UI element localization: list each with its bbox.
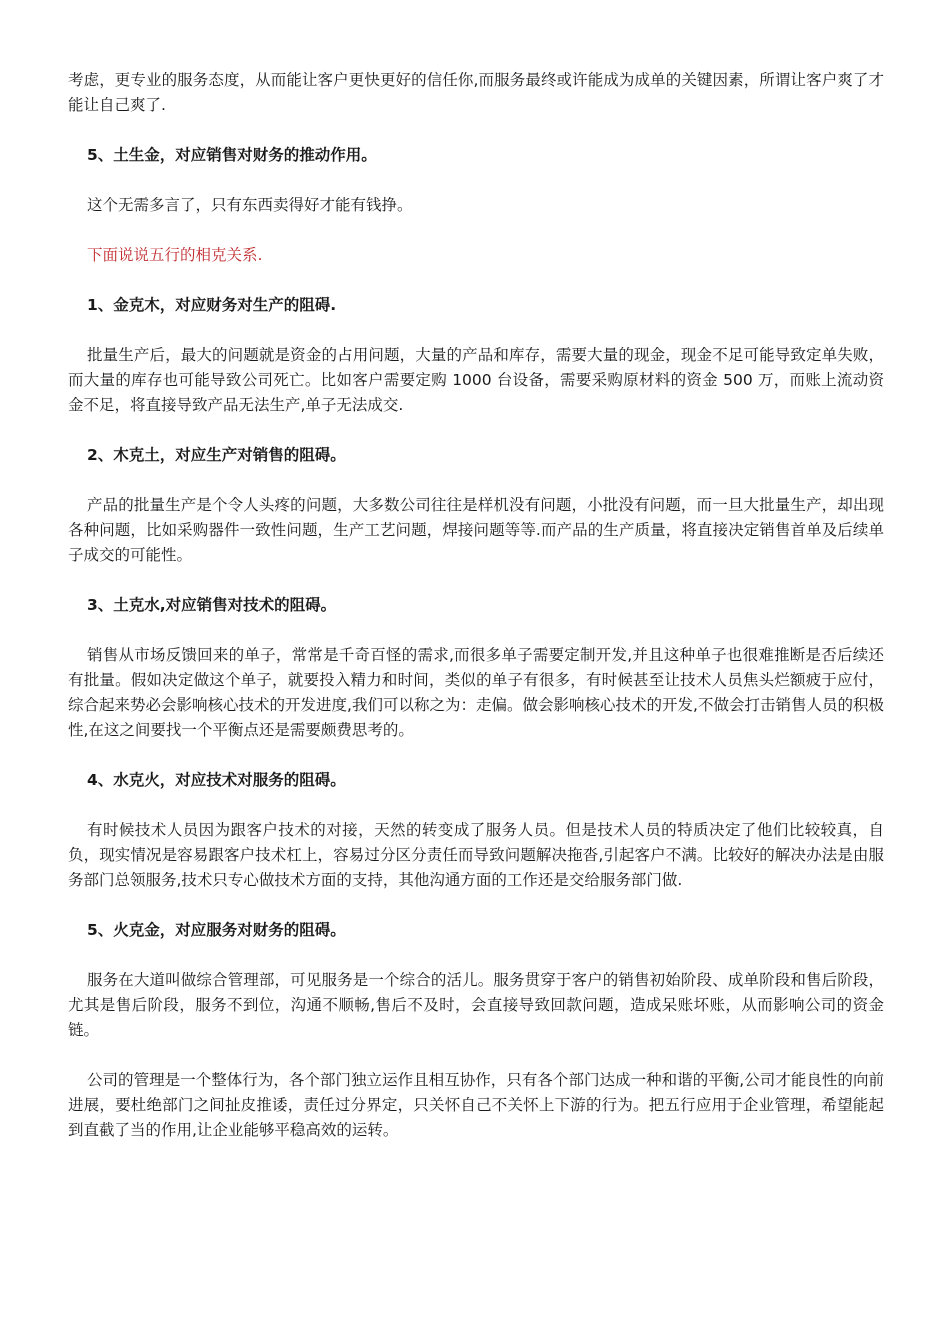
document-page (68, 68, 884, 1168)
paragraph-wood-restrains-earth: 产品的批量生产是个令人头疼的问题，大多数公司往往是样机没有问题，小批没有问题，而一旦大批量生产，却出现各种问题，比如采购器件一致性问题，生产工艺问题，焊接问题等等.而产品的生产质量，将直接决定销售首单及后续单子成交的可能性。 (68, 496, 884, 564)
heading-wood-restrains-earth: 2、木克土，对应生产对销售的阻碍。 (87, 446, 346, 464)
paragraph-conclusion: 公司的管理是一个整体行为，各个部门独立运作且相互协作，只有各个部门达成一种和谐的平衡,公司才能良性的向前进展，要杜绝部门之间扯皮推诿，责任过分界定，只关怀自己不关怀上下游的行为。把五行应用于企业管理，希望能起到直截了当的作用,让企业能够平稳高效的运转。 (68, 1071, 884, 1139)
paragraph-intro-continuation: 考虑，更专业的服务态度，从而能让客户更快更好的信任你,而服务最终或许能成为成单的关键因素，所谓让客户爽了才能让自己爽了. (68, 71, 884, 114)
paragraph-water-restrains-fire: 有时候技术人员因为跟客户技术的对接，天然的转变成了服务人员。但是技术人员的特质决定了他们比较较真，自负，现实情况是容易跟客户技术杠上，容易过分区分责任而导致问题解决拖沓,引起客户不满。比较好的解决办法是由服务部门总领服务,技术只专心做技术方面的支持，其他沟通方面的工作还是交给服务部门做. (68, 821, 884, 889)
paragraph-earth-generates-metal: 这个无需多言了，只有东西卖得好才能有钱挣。 (87, 196, 413, 214)
heading-water-restrains-fire: 4、水克火，对应技术对服务的阻碍。 (87, 771, 346, 789)
heading-earth-restrains-water: 3、土克水,对应销售对技术的阻碍。 (87, 596, 337, 614)
paragraph-metal-restrains-wood: 批量生产后，最大的问题就是资金的占用问题，大量的产品和库存，需要大量的现金，现金不足可能导致定单失败，而大量的库存也可能导致公司死亡。比如客户需要定购 1000 台设备，需要采购原材料的资金 500 万，而账上流动资金不足，将直接导致产品无法生产,单子无法成交. (68, 346, 884, 414)
heading-earth-generates-metal: 5、土生金，对应销售对财务的推动作用。 (87, 146, 377, 164)
paragraph-earth-restrains-water: 销售从市场反馈回来的单子，常常是千奇百怪的需求,而很多单子需要定制开发,并且这种单子也很难推断是否后续还有批量。假如决定做这个单子，就要投入精力和时间，类似的单子有很多，有时候甚至让技术人员焦头烂额疲于应付，综合起来势必会影响核心技术的开发进度,我们可以称之为：走偏。做会影响核心技术的开发,不做会打击销售人员的积极性,在这之间要找一个平衡点还是需要颇费思考的。 (68, 646, 884, 739)
heading-restraint-relations: 下面说说五行的相克关系. (87, 246, 263, 264)
paragraph-fire-restrains-metal: 服务在大道叫做综合管理部，可见服务是一个综合的活儿。服务贯穿于客户的销售初始阶段、成单阶段和售后阶段，尤其是售后阶段，服务不到位，沟通不顺畅,售后不及时，会直接导致回款问题，造成呆账坏账，从而影响公司的资金链。 (68, 971, 884, 1039)
heading-metal-restrains-wood: 1、金克木，对应财务对生产的阻碍. (87, 296, 337, 314)
heading-fire-restrains-metal: 5、火克金，对应服务对财务的阻碍。 (87, 921, 346, 939)
